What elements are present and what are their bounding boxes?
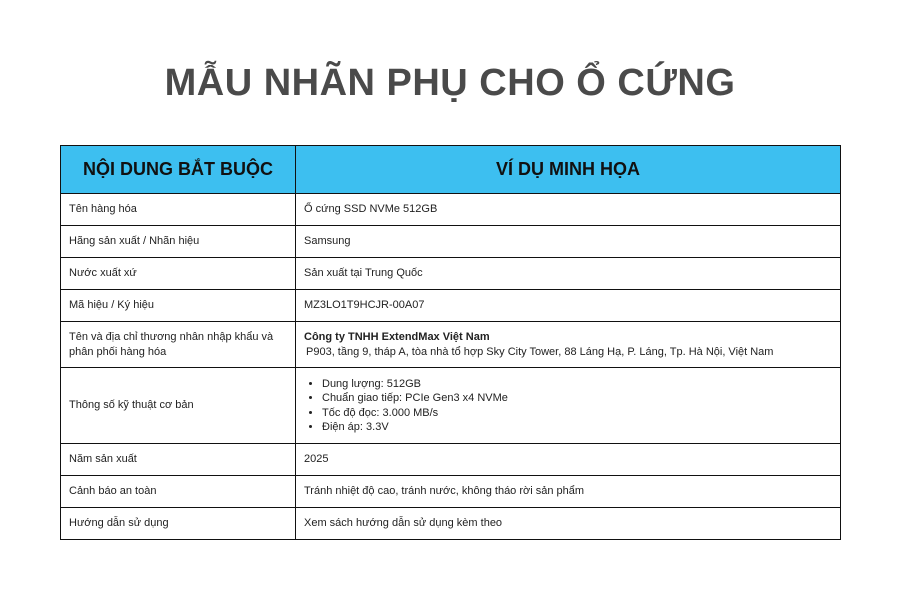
header-required-content: NỘI DUNG BẮT BUỘC — [61, 146, 296, 194]
row-value: Xem sách hướng dẫn sử dụng kèm theo — [296, 508, 841, 540]
table-row — [61, 444, 841, 476]
table-row — [61, 226, 841, 258]
table-row — [61, 194, 841, 226]
row-label: Tên và địa chỉ thương nhân nhập khẩu và phân phối hàng hóa — [61, 322, 296, 368]
row-value-specs — [296, 368, 841, 444]
table-header-row — [61, 146, 841, 194]
row-value: MZ3LO1T9HCJR-00A07 — [296, 290, 841, 322]
label-table — [60, 145, 841, 540]
row-label: Nước xuất xứ — [61, 258, 296, 290]
table-row — [61, 368, 841, 444]
row-value: Tránh nhiệt độ cao, tránh nước, không tháo rời sản phẩm — [296, 476, 841, 508]
row-label: Năm sản xuất — [61, 444, 296, 476]
importer-company-name: Công ty TNHH ExtendMax Việt Nam — [304, 330, 490, 343]
spec-list — [304, 377, 832, 435]
row-label: Tên hàng hóa — [61, 194, 296, 226]
table-row — [61, 508, 841, 540]
table-row — [61, 322, 841, 368]
row-value: 2025 — [296, 444, 841, 476]
table-row — [61, 476, 841, 508]
table-row — [61, 258, 841, 290]
table-row — [61, 290, 841, 322]
spec-item: • Dung lượng: 512GB — [322, 377, 832, 392]
row-value-importer — [296, 322, 841, 368]
spec-item: • Tốc độ đọc: 3.000 MB/s — [322, 406, 832, 421]
spec-item: • Chuẩn giao tiếp: PCIe Gen3 x4 NVMe — [322, 391, 832, 406]
row-value: Sản xuất tại Trung Quốc — [296, 258, 841, 290]
row-label: Hãng sản xuất / Nhãn hiệu — [61, 226, 296, 258]
importer-company-address: P903, tầng 9, tháp A, tòa nhà tổ hợp Sky City Tower, 88 Láng Hạ, P. Láng, Tp. Hà Nội, Việt Nam — [306, 345, 774, 358]
header-example: VÍ DỤ MINH HỌA — [296, 146, 841, 194]
row-label: Hướng dẫn sử dụng — [61, 508, 296, 540]
row-label: Thông số kỹ thuật cơ bản — [61, 368, 296, 444]
row-label: Cảnh báo an toàn — [61, 476, 296, 508]
row-label: Mã hiệu / Ký hiệu — [61, 290, 296, 322]
spec-item: • Điện áp: 3.3V — [322, 420, 832, 435]
row-value: Ổ cứng SSD NVMe 512GB — [296, 194, 841, 226]
page-title: MẪU NHÃN PHỤ CHO Ổ CỨNG — [164, 62, 736, 104]
row-value: Samsung — [296, 226, 841, 258]
